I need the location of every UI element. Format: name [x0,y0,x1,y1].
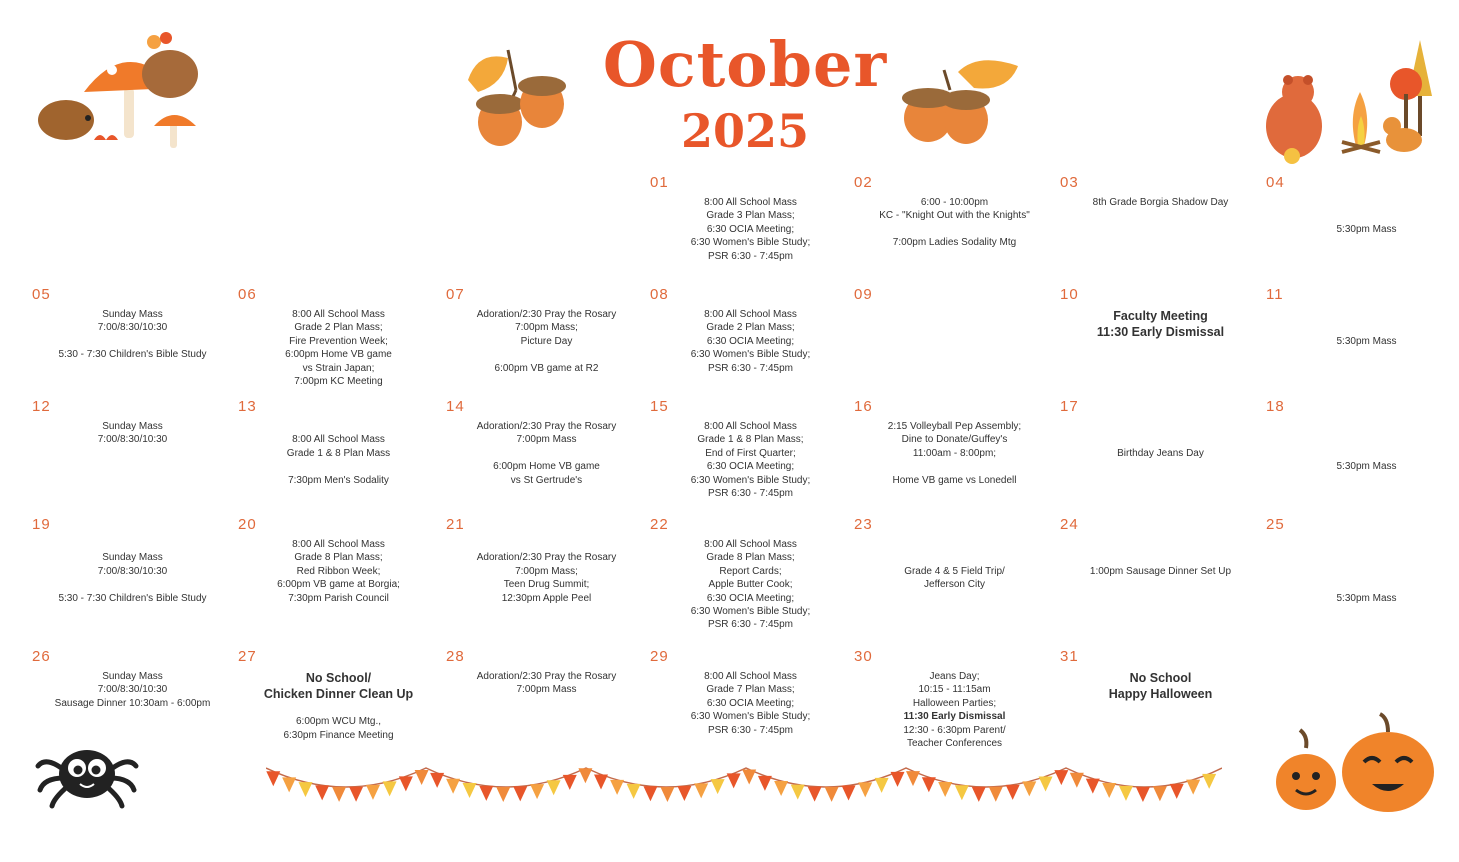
day-events [648,196,853,263]
bunting-flag [594,774,608,789]
event-line: Report Cards; [719,565,782,577]
event-line [444,447,649,460]
event-line: Dine to Donate/Guffey's [901,434,1008,446]
event-line: 7:00pm KC Meeting [294,376,383,388]
calendar-day-cell [852,174,1057,292]
event-line [30,335,235,348]
event-line: PSR 6:30 - 7:45pm [707,724,794,736]
calendar-day-cell [648,648,853,766]
day-number: 30 [854,648,873,665]
event-line [852,223,1057,236]
bunting-flag [711,779,725,794]
day-number: 28 [446,648,465,665]
event-line: Sunday Mass [102,309,163,320]
calendar-day-cell [1058,286,1263,404]
bunting-flag [938,782,952,797]
event-line: PSR 6:30 - 7:45pm [707,488,794,500]
day-events [1058,420,1263,460]
day-events [444,420,649,487]
event-line [852,551,1057,564]
event-line: Faculty Meeting [1113,309,1208,323]
day-events [236,670,441,742]
bunting-flag [298,782,312,797]
event-line: Grade 2 Plan Mass; [706,322,795,334]
bunting-flag [955,785,969,800]
day-number: 25 [1266,516,1285,533]
day-events [236,308,441,388]
calendar-day-cell [852,398,1057,516]
event-line: vs Strain Japan; [302,362,375,374]
day-number: 23 [854,516,873,533]
calendar-day-cell [236,516,441,634]
bunting-flag [922,777,936,792]
day-number: 17 [1060,398,1079,415]
day-number: 02 [854,174,873,191]
day-events [30,420,235,447]
day-number: 19 [32,516,51,533]
event-line: 8:00 All School Mass [292,434,385,446]
calendar-day-cell [30,286,235,404]
bunting-flag [282,777,296,792]
day-events [1264,196,1459,236]
day-number: 29 [650,648,669,665]
event-line: Grade 4 & 5 Field Trip/ [904,565,1005,577]
event-line: No School [1129,671,1192,685]
day-events [236,420,441,487]
calendar-day-cell [236,398,441,516]
day-number: 06 [238,286,257,303]
event-line [236,460,441,473]
event-line: 7:00/8:30/10:30 [97,684,168,696]
bunting-flag [774,781,788,796]
event-line [30,578,235,591]
day-events [1264,308,1459,348]
event-line: 6:00pm Home VB game [285,349,392,361]
day-number: 05 [32,286,51,303]
day-number: 27 [238,648,257,665]
bunting-flag [479,786,493,801]
calendar-day-cell [30,516,235,634]
bunting-flag [858,782,872,797]
acorn-icon [898,52,1028,152]
event-line: 8:00 All School Mass [704,309,797,320]
event-line: 6:30pm Finance Meeting [283,729,394,741]
event-line: 6:30 Women's Bible Study; [690,237,811,249]
event-line: 7:00pm Mass; [515,565,578,577]
event-line: 6:30 Women's Bible Study; [690,349,811,361]
bunting-flag [842,785,856,800]
event-line: 8:00 All School Mass [704,421,797,432]
event-line: 6:00 - 10:00pm [920,197,989,208]
bunting-flag [825,787,839,802]
calendar-day-cell [648,286,853,404]
day-number: 14 [446,398,465,415]
day-number: 31 [1060,648,1079,665]
bunting-flag [643,786,657,801]
bunting-flag [1070,773,1084,788]
event-line: Grade 8 Plan Mass; [294,552,383,564]
event-line: Picture Day [520,335,573,347]
event-line: vs St Gertrude's [510,474,583,486]
day-events [648,670,853,737]
event-line: 12:30pm Apple Peel [501,592,592,604]
calendar-day-cell [444,516,649,634]
event-line: Jeans Day; [929,671,980,682]
event-line: 11:30 Early Dismissal [1096,325,1225,339]
bunting-flag [1170,784,1184,799]
event-line: Teen Drug Summit; [503,579,590,591]
event-line [236,420,441,433]
event-line: Sunday Mass [102,552,163,564]
event-line: Grade 1 & 8 Plan Mass [286,447,391,459]
event-line: Happy Halloween [1108,687,1213,701]
event-line [444,348,649,361]
event-line: 7:00pm Mass [516,434,577,446]
event-line: Grade 1 & 8 Plan Mass; [697,434,804,446]
event-line: 8:00 All School Mass [704,671,797,682]
bunting-flag [463,783,477,798]
event-line [1264,447,1459,460]
event-line: Sausage Dinner 10:30am - 6:00pm [54,697,211,709]
day-number: 10 [1060,286,1079,303]
bunting-flag [547,780,561,795]
bunting-flag [1202,774,1216,789]
event-line: 5:30 - 7:30 Children's Bible Study [58,592,207,604]
event-line: 10:15 - 11:15am [918,684,991,696]
bunting-flag [989,787,1003,802]
event-line [1264,433,1459,446]
bunting-flag [1054,770,1068,785]
bunting-flag [891,772,905,787]
event-line: 6:30 OCIA Meeting; [706,223,795,235]
day-events [648,308,853,375]
event-line: PSR 6:30 - 7:45pm [707,619,794,631]
day-number: 08 [650,286,669,303]
event-line: Red Ribbon Week; [296,565,381,577]
event-line: 7:30pm Parish Council [288,592,389,604]
calendar-day-cell [30,648,235,766]
event-line [1264,538,1459,551]
calendar-day-cell [1264,174,1459,292]
event-line: Home VB game vs Lonedell [892,474,1017,486]
event-line: 8:00 All School Mass [704,197,797,208]
day-number: 20 [238,516,257,533]
event-line: Adoration/2:30 Pray the Rosary [476,421,617,432]
calendar-day-cell [1264,398,1459,516]
event-line: 1:00pm Sausage Dinner Set Up [1089,565,1232,577]
calendar-day-cell [1058,516,1263,634]
event-line: Sunday Mass [102,671,163,682]
bunting-flag [530,784,544,799]
event-line: 7:00pm Mass [516,684,577,696]
day-events [444,670,649,697]
bunting-flag [1039,776,1053,791]
calendar-day-cell [1058,174,1263,292]
event-line: Grade 8 Plan Mass; [706,552,795,564]
event-line [1058,420,1263,433]
day-number: 12 [32,398,51,415]
event-line: 6:30 Women's Bible Study; [690,606,811,618]
bunting-flag [660,787,674,802]
bear-campfire-icon [1264,36,1444,166]
day-number: 18 [1266,398,1285,415]
event-line: 5:30 - 7:30 Children's Bible Study [58,349,207,361]
day-events [852,670,1057,750]
calendar-day-cell [1058,648,1263,766]
day-number: 21 [446,516,465,533]
bunting-flag [496,787,510,802]
day-number: 11 [1266,286,1284,303]
event-line: 6:30 OCIA Meeting; [706,461,795,473]
event-line [1058,551,1263,564]
day-events [444,538,649,605]
event-line: No School/ [305,671,372,685]
calendar-day-cell [852,648,1057,766]
bunting-icon [266,762,1222,822]
event-line: 6:00pm WCU Mtg., [295,716,382,728]
event-line: 7:00/8:30/10:30 [97,322,168,334]
event-line: 11:30 Early Dismissal [903,711,1006,723]
event-line: Adoration/2:30 Pray the Rosary [476,671,617,682]
event-line: 2:15 Volleyball Pep Assembly; [887,421,1022,432]
calendar-month-title: October [602,28,888,101]
event-line: Chicken Dinner Clean Up [263,687,414,701]
calendar-day-cell [444,286,649,404]
event-line: Apple Butter Cook; [708,579,793,591]
calendar-day-cell [1058,398,1263,516]
bunting-flag [446,779,460,794]
event-line: 5:30pm Mass [1336,592,1397,604]
day-number: 16 [854,398,873,415]
event-line: 5:30pm Mass [1336,335,1397,347]
event-line: 8:00 All School Mass [704,539,797,550]
day-events [852,420,1057,487]
bunting-flag [563,775,577,790]
event-line: 12:30 - 6:30pm Parent/ [903,724,1006,736]
event-line: 6:30 Women's Bible Study; [690,474,811,486]
bunting-flag [627,784,641,799]
bunting-flag [430,773,444,788]
event-line [1264,321,1459,334]
bunting-flag [1022,781,1036,796]
event-line: Adoration/2:30 Pray the Rosary [476,309,617,320]
bunting-flag [266,771,280,786]
bunting-flag [677,786,691,801]
event-line [1264,420,1459,433]
day-events [648,538,853,632]
event-line: 7:00/8:30/10:30 [97,434,168,446]
day-number: 04 [1266,174,1285,191]
calendar-day-cell [648,174,853,292]
event-line: Birthday Jeans Day [1117,447,1204,459]
event-line: 5:30pm Mass [1336,223,1397,235]
day-number: 26 [32,648,51,665]
day-events [648,420,853,500]
bunting-flag [315,785,329,800]
calendar-day-cell [444,648,649,766]
day-events [1264,420,1459,474]
day-events [1058,308,1263,340]
event-line: PSR 6:30 - 7:45pm [707,362,794,374]
calendar-day-cell [444,398,649,516]
event-line [1264,551,1459,564]
day-events [1058,670,1263,702]
day-number: 07 [446,286,465,303]
event-line: Sunday Mass [102,421,163,432]
bunting-flag [610,780,624,795]
event-line [1058,433,1263,446]
day-events [1058,196,1263,209]
calendar-day-cell [852,286,1057,404]
event-line: 8th Grade Borgia Shadow Day [1092,197,1229,208]
day-events [30,538,235,605]
bunting-flag [694,783,708,798]
day-number: 13 [238,398,257,415]
bunting-flag [1086,779,1100,794]
event-line: 6:30 OCIA Meeting; [706,335,795,347]
bunting-flag [349,787,363,802]
event-line: 7:00pm Mass; [515,322,578,334]
event-line: 7:30pm Men's Sodality [288,474,389,486]
bunting-flag [808,787,822,802]
calendar-day-cell [236,648,441,766]
bunting-flag [1136,787,1150,802]
day-events [852,538,1057,592]
event-line: Adoration/2:30 Pray the Rosary [476,552,617,564]
event-line: Halloween Parties; [912,697,997,709]
day-events [852,196,1057,250]
event-line: Grade 7 Plan Mass; [706,684,795,696]
event-line: Grade 2 Plan Mass; [294,322,383,334]
bunting-flag [415,770,429,785]
bunting-flag [906,771,920,786]
event-line [1264,578,1459,591]
bunting-flag [1186,780,1200,795]
event-line: 7:00/8:30/10:30 [97,565,168,577]
event-line [852,538,1057,551]
pumpkin-icon [1276,712,1440,816]
bunting-flag [758,776,772,791]
event-line [30,538,235,551]
event-line: KC - "Knight Out with the Knights" [879,210,1030,222]
hedgehog-mushroom-icon [36,26,206,156]
bunting-flag [972,787,986,802]
day-number: 24 [1060,516,1079,533]
day-events [1264,538,1459,605]
bunting-flag [399,776,413,791]
event-line [1264,196,1459,209]
bunting-flag [1102,783,1116,798]
event-line [444,538,649,551]
day-events [30,308,235,362]
bunting-flag [332,787,346,802]
acorn-icon [458,40,578,150]
event-line [1058,538,1263,551]
event-line: Fire Prevention Week; [289,335,388,347]
event-line: 6:00pm VB game at Borgia; [277,579,400,591]
event-line: 8:00 All School Mass [292,309,385,320]
bunting-flag [513,786,527,801]
bunting-flag [875,778,889,793]
bunting-flag [366,785,380,800]
day-events [444,308,649,375]
event-line: 7:00pm Ladies Sodality Mtg [892,237,1017,249]
bunting-flag [742,769,756,784]
calendar-day-cell [1264,286,1459,404]
calendar-day-cell [1264,516,1459,634]
day-number: 15 [650,398,669,415]
day-events [1058,538,1263,578]
calendar-year-title: 2025 [680,104,810,158]
day-number: 01 [650,174,669,191]
event-line [1264,308,1459,321]
event-line: 6:30 Women's Bible Study; [690,711,811,723]
event-line: 6:00pm VB game at R2 [494,362,599,374]
event-line [236,702,441,715]
calendar-day-cell [648,516,853,634]
bunting-flag [1119,786,1133,801]
event-line: End of First Quarter; [705,447,796,459]
event-line: 11:00am - 8:00pm; [912,447,997,459]
event-line: Teacher Conferences [906,738,1003,750]
event-line [852,460,1057,473]
calendar-day-cell [236,286,441,404]
calendar-day-cell [30,398,235,516]
bunting-flag [727,773,741,788]
event-line [1264,209,1459,222]
calendar-day-cell [648,398,853,516]
bunting-flag [791,785,805,800]
event-line: 6:30 OCIA Meeting; [706,697,795,709]
bunting-flag [1153,786,1167,801]
bunting-flag [1006,785,1020,800]
event-line: 5:30pm Mass [1336,461,1397,473]
day-events [236,538,441,605]
event-line: Grade 3 Plan Mass; [706,210,795,222]
calendar-day-cell [852,516,1057,634]
event-line: 6:30 OCIA Meeting; [706,592,795,604]
event-line: Jefferson City [924,579,985,591]
bunting-flag [578,768,592,783]
day-number: 09 [854,286,873,303]
day-number: 03 [1060,174,1079,191]
event-line: PSR 6:30 - 7:45pm [707,250,794,262]
bunting-flag [383,781,397,796]
day-events [30,670,235,710]
day-number: 22 [650,516,669,533]
event-line: 6:00pm Home VB game [493,461,600,473]
event-line [1264,565,1459,578]
event-line: 8:00 All School Mass [292,539,385,550]
